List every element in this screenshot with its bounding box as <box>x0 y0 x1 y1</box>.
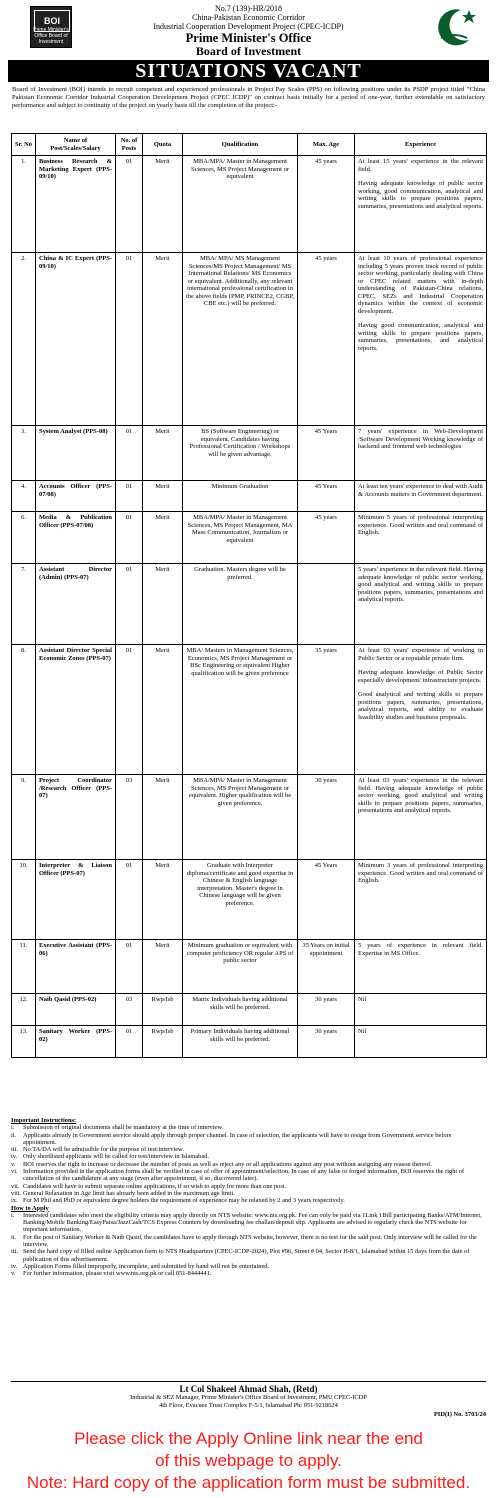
post-name-cell: Business Research & Marketing Expert (PPS-09/10) <box>36 156 116 253</box>
serial-number-cell: 1. <box>12 156 36 253</box>
instructions-list <box>11 1124 486 1204</box>
experience-paragraph: At least 03 years' experience in the relevant field. Having adequate knowledge of public sector working, good analytical and writing skills to prepare positions papers, summaries, presentations and analytical reports. <box>358 777 483 814</box>
qualification-cell: MBA/MPA/ Master in Management Sciences, MS Project Management or equivalent. Higher qualification will be given preference. <box>183 775 298 860</box>
number-of-posts-cell: 01 <box>116 860 143 940</box>
serial-number-cell: 10. <box>12 860 36 940</box>
number-of-posts-cell: 01 <box>116 564 143 645</box>
list-item-number: iv. <box>11 1262 18 1270</box>
max-age-cell: 35 years <box>298 645 355 775</box>
qualification-cell: MBA/MPA/ Master in Management Sciences, MS Project Management, MA Mass Communication, Journalism or equivalent <box>183 512 298 564</box>
experience-cell <box>355 564 487 645</box>
column-header: Sr. No <box>12 134 36 156</box>
quota-cell: Merit <box>143 775 183 860</box>
number-of-posts-cell: 01 <box>116 481 143 512</box>
pakistan-emblem-icon <box>429 2 479 52</box>
max-age-cell: 45 Years <box>298 481 355 512</box>
qualification-cell: Minimum Graduation <box>183 481 298 512</box>
apply-note-line-1: Please click the Apply Online link near the end <box>74 1429 423 1448</box>
number-of-posts-cell: 01 <box>116 156 143 253</box>
list-item-number: ix. <box>11 1197 18 1205</box>
max-age-cell: 30 years <box>298 775 355 860</box>
column-header: Qualification <box>183 134 298 156</box>
quota-cell: Merit <box>143 426 183 481</box>
quota-cell: Merit <box>143 564 183 645</box>
list-item-text: General Relaxation in Age limit has already been added in the maximum age limit. <box>23 1189 235 1197</box>
signatory-address: 4th Floor, Evacuee Trust Complex F-5/1, Islamabad Ph: 051-9218624 <box>159 1402 338 1409</box>
experience-cell <box>355 253 487 426</box>
apply-note <box>0 1428 497 1494</box>
qualification-cell: Graduate with Interpreter diploma/certificate and good expertise in Chinese & English language interpretation. Master's degree in Chinese language will be given preference. <box>183 860 298 940</box>
quota-cell: Rwp/Isb <box>143 994 183 1026</box>
board-title: Board of Investment <box>195 44 302 58</box>
list-item <box>11 1263 486 1270</box>
list-item-text: Submission of original documents shall be mandatory at the time of interview. <box>23 1124 224 1132</box>
list-item <box>11 1132 486 1147</box>
experience-paragraph: 5 years of experience in relevant field. Expertise in MS Office. <box>358 942 483 957</box>
number-of-posts-cell: 01 <box>116 253 143 426</box>
post-name-cell: Project Coordinator /Research Officer (PPS-07) <box>36 775 116 860</box>
number-of-posts-cell: 01 <box>116 940 143 994</box>
list-item-text: Information provided in the application forms shall be verified in case of offer of appointment/selection. In case of any false or forged information, BOI reserves the right of cancellation of the candidature at any stage (even after appointment, if so, discovered later). <box>23 1168 465 1183</box>
post-name-cell: Executive Assistant (PPS-06) <box>36 940 116 994</box>
vacancies-table <box>11 133 487 1058</box>
table-row <box>12 426 487 481</box>
number-of-posts-cell: 01 <box>116 645 143 775</box>
list-item-number: v. <box>11 1160 16 1168</box>
qualification-cell: Primary Individuals having additional skills will be preferred. <box>183 1026 298 1058</box>
apply-note-line-3: Note: Hard copy of the application form must be submitted. <box>26 1473 471 1492</box>
serial-number-cell: 6. <box>12 512 36 564</box>
boi-logo-text: BOI <box>34 10 70 32</box>
list-item-number: i. <box>11 1124 15 1132</box>
experience-paragraph: At least 03 years' experience of working in Public Sector or a reputable private firm. <box>358 647 483 662</box>
header-center <box>80 4 417 57</box>
experience-cell <box>355 1026 487 1058</box>
serial-number-cell: 9. <box>12 775 36 860</box>
quota-cell: Merit <box>143 512 183 564</box>
table-row <box>12 481 487 512</box>
experience-paragraph: Good analytical and writing skills to prepare positions papers, summaries, presentations, analytical reports, and ability to evaluate feasibility studies and business proposals. <box>358 691 483 721</box>
list-item <box>11 1248 486 1263</box>
list-item-text: For M Phil and PhD or equivalent degree holders the requirement of experience may be relaxed by 2 and 3 years respectively. <box>23 1197 345 1205</box>
column-header: Quota <box>143 134 183 156</box>
list-item <box>11 1190 486 1197</box>
signature-block <box>11 1381 486 1410</box>
experience-cell <box>355 645 487 775</box>
list-item-text: For further information, please visit www.nts.org.pk or call 051-8444441. <box>23 1270 212 1278</box>
table-body <box>12 156 487 1058</box>
signatory-name: Lt Col Shakeel Ahmad Shah, (Retd) <box>11 1381 486 1394</box>
experience-cell <box>355 940 487 994</box>
number-of-posts-cell: 03 <box>116 994 143 1026</box>
max-age-cell: 30 years <box>298 1026 355 1058</box>
reference-number: No.7 (139)-HR/2018 <box>214 4 283 13</box>
list-item-text: For the post of Sanitary Worker & Naib Qasid, the candidates have to apply through NTS website, however, there is no test for the said post. Only interview will be called for the interview. <box>23 1233 477 1249</box>
experience-paragraph: Nil <box>358 1028 367 1035</box>
max-age-cell: 45 Years <box>298 860 355 940</box>
post-name-cell: Naib Qasid (PPS-02) <box>36 994 116 1026</box>
post-name-cell: System Analyst (PPS-08) <box>36 426 116 481</box>
experience-paragraph: At least ten years' experience to deal with Audit & Accounts matters in Government department. <box>358 483 483 498</box>
serial-number-cell: 2. <box>12 253 36 426</box>
list-item-number: iv. <box>11 1153 18 1161</box>
list-item <box>11 1153 486 1160</box>
serial-number-cell: 7. <box>12 564 36 645</box>
quota-cell: Merit <box>143 940 183 994</box>
max-age-cell: 45 years <box>298 156 355 253</box>
column-header: Experience <box>355 134 487 156</box>
quota-cell: Merit <box>143 156 183 253</box>
table-row <box>12 775 487 860</box>
boi-logo <box>30 6 72 48</box>
qualification-cell: Matric Individuals having additional skills will be preferred. <box>183 994 298 1026</box>
table-row <box>12 994 487 1026</box>
quota-cell: Rwp/Isb <box>143 1026 183 1058</box>
number-of-posts-cell: 03 <box>116 775 143 860</box>
list-item-text: BOI reserves the right to increase or decrease the number of posts as well as reject any or all applications against any post without assigning any reason thereof. <box>23 1160 432 1168</box>
number-of-posts-cell: 01 <box>116 426 143 481</box>
qualification-cell: MBA/ Masters in Management Sciences, Economics, MS Project Management or BSc Engineering or equivalent Higher qualification will be given preference <box>183 645 298 775</box>
list-item-text: Interested candidates who meet the eligibility criteria may apply directly on NTS website: www.nts.org.pk. Fee can only be paid via 1Link 1Bill participating Banks/ATM/Internet, Banking/Mobile Banking/EasyPaisa/JazzCash/TCS Express Counters by downloading fee challan/deposit slip. Applicants are advised to regularly check the NTS website for important information. <box>23 1211 482 1234</box>
max-age-cell: 45 years <box>298 253 355 426</box>
serial-number-cell: 12. <box>12 994 36 1026</box>
list-item <box>11 1168 486 1183</box>
serial-number-cell: 11. <box>12 940 36 994</box>
max-age-cell: 30 years <box>298 994 355 1026</box>
list-item-number: ii. <box>11 1131 17 1139</box>
max-age-cell: 45 years <box>298 512 355 564</box>
list-item-number: v. <box>11 1270 16 1278</box>
list-item <box>11 1183 486 1190</box>
list-item-number: i. <box>11 1211 15 1219</box>
column-header: Max. Age <box>298 134 355 156</box>
experience-paragraph: 5 years' experience in the relevant field. Having adequate knowledge of public sector working, good analytical and writing skills to prepare positions papers, summaries, presentations and analytical reports. <box>358 566 483 603</box>
experience-paragraph: Having adequate knowledge of public sector working, good communication, analytical and writing skills to prepare positions papers, summaries, presentations and analytical reports. <box>358 180 483 210</box>
list-item <box>11 1234 486 1249</box>
experience-paragraph: Nil <box>358 996 367 1003</box>
experience-paragraph: Minimum 3 years of professional interpreting experience. Good written and oral command of English. <box>358 862 483 884</box>
post-name-cell: Sanitary Worker (PPS-02) <box>36 1026 116 1058</box>
header-line-cpec: China-Pakistan Economic Corridor <box>192 13 305 22</box>
list-item-number: iii. <box>11 1248 18 1256</box>
quota-cell: Merit <box>143 860 183 940</box>
boi-logo-subtext: Prime Minister's Office Board of Investment <box>33 27 69 45</box>
list-item <box>11 1146 486 1153</box>
quota-cell: Merit <box>143 253 183 426</box>
table-row <box>12 564 487 645</box>
list-item-number: viii. <box>11 1189 22 1197</box>
qualification-cell: BS (Software Engineering) or equivalent. Candidates having Professional Certification / Workshops will be given advantage. <box>183 426 298 481</box>
office-title: Prime Minister's Office <box>185 31 312 45</box>
number-of-posts-cell: 01 <box>116 1026 143 1058</box>
list-item <box>11 1270 486 1277</box>
number-of-posts-cell: 01 <box>116 512 143 564</box>
table-header-row <box>12 134 487 156</box>
experience-paragraph: Minimum 5 years of professional interpreting experience. Good written and oral command of English. <box>358 514 483 536</box>
experience-cell <box>355 512 487 564</box>
post-name-cell: Assistant Director (Admin) (PPS-07) <box>36 564 116 645</box>
pid-number: PID(I) No. 3703/24 <box>433 1411 486 1418</box>
table-row <box>12 512 487 564</box>
column-header: Name of Post/Scales/Salary <box>36 134 116 156</box>
list-item <box>11 1197 486 1204</box>
table-row <box>12 156 487 253</box>
list-item-number: iii. <box>11 1146 18 1154</box>
header <box>0 0 497 58</box>
table-row <box>12 1026 487 1058</box>
experience-cell <box>355 994 487 1026</box>
post-name-cell: Accounts Officer (PPS-07/08) <box>36 481 116 512</box>
experience-cell <box>355 481 487 512</box>
list-item <box>11 1161 486 1168</box>
experience-cell <box>355 775 487 860</box>
intro-paragraph: Board of Investment (BOI) intends to recruit competent and experienced professionals in Project Pay Scales (PPS) on following positions under its PSDP project titled "China Pakistan Economic Corridor Industrial Cooperation Development Project (CPEC ICDP)" on contract basis initially for a period of one-year, further extendable on satisfactory performance and subject to continuity of the project on yearly basis till the completion of the project:- <box>12 86 485 109</box>
table-row <box>12 645 487 775</box>
max-age-cell <box>298 564 355 645</box>
max-age-cell: 35 Years on initial appointment <box>298 940 355 994</box>
list-item-text: Application Forms filled improperly, incomplete, and submitted by hand will not be entertained. <box>23 1262 270 1270</box>
serial-number-cell: 4. <box>12 481 36 512</box>
list-item <box>11 1212 486 1234</box>
list-item-text: Applicants already in Government service should apply through proper channel. In case of selection, the applicants will have to resign from Government service before appointment. <box>23 1131 452 1146</box>
experience-paragraph: Having good communication, analytical and writing skills to prepare positions papers, summaries, presentations, and analytical reports. <box>358 322 483 352</box>
list-item-text: Candidates will have to submit separate online applications, if so wish to apply for more than one post. <box>23 1182 287 1190</box>
list-item-text: Send the hard copy of filled online Application form to NTS Headquarters (CPEC-ICDP-2024), Plot #96, Street # 04, Sector H-8/1, Islamabad within 15 days from the date of publication of this advertisement. <box>23 1248 470 1263</box>
table-row <box>12 253 487 426</box>
qualification-cell: Minimum graduation or equivalent with computer proficiency OR regular APS of public sector <box>183 940 298 994</box>
header-line-project: Industrial Cooperation Development Project (CPEC-ICDP) <box>153 22 344 31</box>
serial-number-cell: 8. <box>12 645 36 775</box>
how-to-apply-list <box>11 1212 486 1278</box>
list-item-number: vi. <box>11 1168 18 1176</box>
quota-cell: Merit <box>143 645 183 775</box>
how-to-apply-title: How to Apply <box>11 1204 49 1212</box>
post-name-cell: Assistant Director Special Economic Zones (PPS-07) <box>36 645 116 775</box>
post-name-cell: Media & Publication Officer (PPS-07/08) <box>36 512 116 564</box>
list-item-number: ii. <box>11 1233 17 1241</box>
serial-number-cell: 13. <box>12 1026 36 1058</box>
experience-paragraph: Having adequate knowledge of Public Sector especially development/ infrastructure projects. <box>358 669 483 684</box>
experience-cell <box>355 860 487 940</box>
experience-cell <box>355 156 487 253</box>
quota-cell: Merit <box>143 481 183 512</box>
qualification-cell: MBA/MPA/ Master in Management Sciences, MS Project Management or equivalent <box>183 156 298 253</box>
instructions-title: Important Instructions: <box>11 1117 77 1124</box>
table-row <box>12 860 487 940</box>
list-item <box>11 1124 486 1131</box>
signatory-title: Industrial & SEZ Manager, Prime Minister's Office Board of Investment, PMU CPEC-ICDP <box>130 1394 367 1401</box>
list-item-text: Only shortlisted applicants will be called for test/interview in Islamabad. <box>23 1153 209 1161</box>
instructions-section <box>11 1117 486 1278</box>
situations-vacant-banner: SITUATIONS VACANT <box>8 60 489 82</box>
qualification-cell: Graduation. Masters degree will be preferred. <box>183 564 298 645</box>
serial-number-cell: 3. <box>12 426 36 481</box>
experience-paragraph: At least 15 years' experience in the relevant field. <box>358 158 483 173</box>
list-item-text: No TA/DA will be admissible for the purpose of test/interview. <box>23 1146 184 1154</box>
experience-paragraph: 7 years' experience in Web-Development /Software Development Working knowledge of backend and frontend web technologies <box>358 428 483 450</box>
max-age-cell: 45 Years <box>298 426 355 481</box>
post-name-cell: China & IC Expert (PPS-09/10) <box>36 253 116 426</box>
experience-cell <box>355 426 487 481</box>
list-item-number: vii. <box>11 1182 20 1190</box>
post-name-cell: Interpreter & Liaison Officer (PPS-07) <box>36 860 116 940</box>
column-header: No. of Posts <box>116 134 143 156</box>
experience-paragraph: At least 10 years of professional experience including 5 years proven track record of public sector working, particularly dealing with China or CPEC related matters with in-depth understanding of Pakistan-China relations, CPEC, SEZs and Industrial Cooperation dynamics within the context of economic development. <box>358 255 483 315</box>
qualification-cell: MBA/ MPA/ MS Management Sciences/MS Project Management/ MS International Relations/ MS Economics or equivalent. Additionally, any relevant international professional certification in the above fields (PMP, PRINCE2, CGBP, CBE etc.) will be preferred. <box>183 253 298 426</box>
table-row <box>12 940 487 994</box>
apply-note-line-2: of this webpage to apply. <box>155 1451 342 1470</box>
